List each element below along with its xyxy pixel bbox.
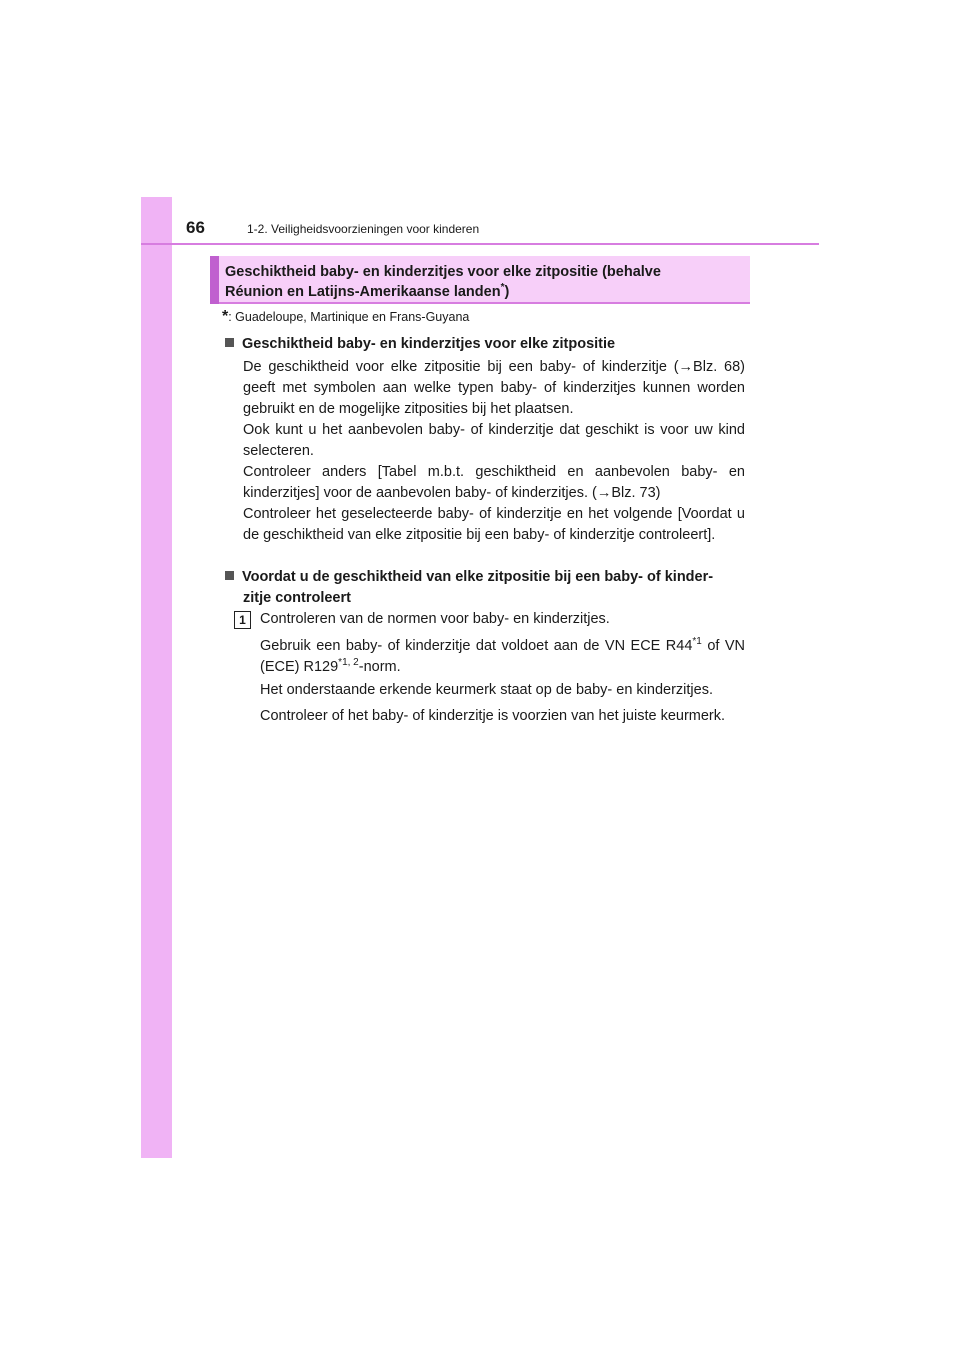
paragraph-norm: Gebruik een baby- of kinderzitje dat voldoet aan de VN ECE R44$^{*1}$ of VN (ECE) R129$^{*1, 2}$-norm. [260, 636, 746, 675]
footnote-ref-2: *1, 2 [338, 657, 359, 669]
topic-box-accent [210, 256, 219, 304]
footnote-ref-1: *1 [692, 636, 702, 648]
topic-box [210, 256, 750, 304]
paragraph-suitability-1: De geschiktheid voor elke zitpositie bij een baby- of kinderzitje (→Blz. 68) geeft met symbolen aan welke typen baby- of kinderzitjes kunnen worden gebruikt en de mogelijke zitposities bij het plaatsen. [243, 359, 745, 417]
paragraph-suitability-2: Ook kunt u het aanbevolen baby- of kinderzitje dat geschikt is voor uw kind selecteren. [243, 422, 745, 459]
topic-title-asterisk: * [500, 282, 505, 294]
paragraph-check-mark: Controleer of het baby- of kinderzitje is voorzien van het juiste keurmerk. [260, 708, 726, 724]
topic-title-line2: Réunion en Latijns-Amerikaanse landen [225, 284, 501, 300]
heading-suitability: Geschiktheid baby- en kinderzitjes voor elke zitpositie [225, 334, 747, 355]
section-title: 1-2. Veiligheidsvoorzieningen voor kinderen [247, 222, 480, 236]
square-bullet-icon [225, 571, 234, 580]
paragraph-suitability-3: Controleer anders [Tabel m.b.t. geschiktheid en aanbevolen baby- en kinderzitjes] voor de aanbevolen baby- of kinderzitjes. (→Blz. 73) [243, 464, 745, 501]
heading-before-check: Voordat u de geschiktheid van elke zitpositie bij een baby- of kinder- zitje controleert [225, 567, 747, 609]
footnote-asterisk: * [222, 308, 229, 325]
footnote-text: : Guadeloupe, Martinique en Frans-Guyana [228, 310, 470, 324]
square-bullet-icon [225, 338, 234, 347]
heading-before-check-line2: zitje controleert [243, 590, 351, 606]
paragraph-approval-mark: Het onderstaande erkende keurmerk staat op de baby- en kinderzitjes. [260, 682, 713, 698]
topic-box-title [225, 262, 745, 302]
topic-title-close: ) [504, 284, 510, 300]
page-sidebar [141, 197, 172, 1158]
topic-title-line1: Geschiktheid baby- en kinderzitjes voor elke zitpositie (behalve [225, 264, 661, 280]
step-number-badge: 1 [234, 611, 251, 629]
paragraph-suitability-4: Controleer het geselecteerde baby- of kinderzitje en het volgende [Voordat u de geschiktheid van elke zitpositie bij een baby- of kinderzitje controleert]. [243, 506, 745, 543]
header-rule [141, 243, 819, 245]
step-1-text: Controleren van de normen voor baby- en kinderzitjes. [260, 611, 610, 627]
page-number: 66 [186, 218, 205, 237]
footnote [222, 308, 469, 326]
